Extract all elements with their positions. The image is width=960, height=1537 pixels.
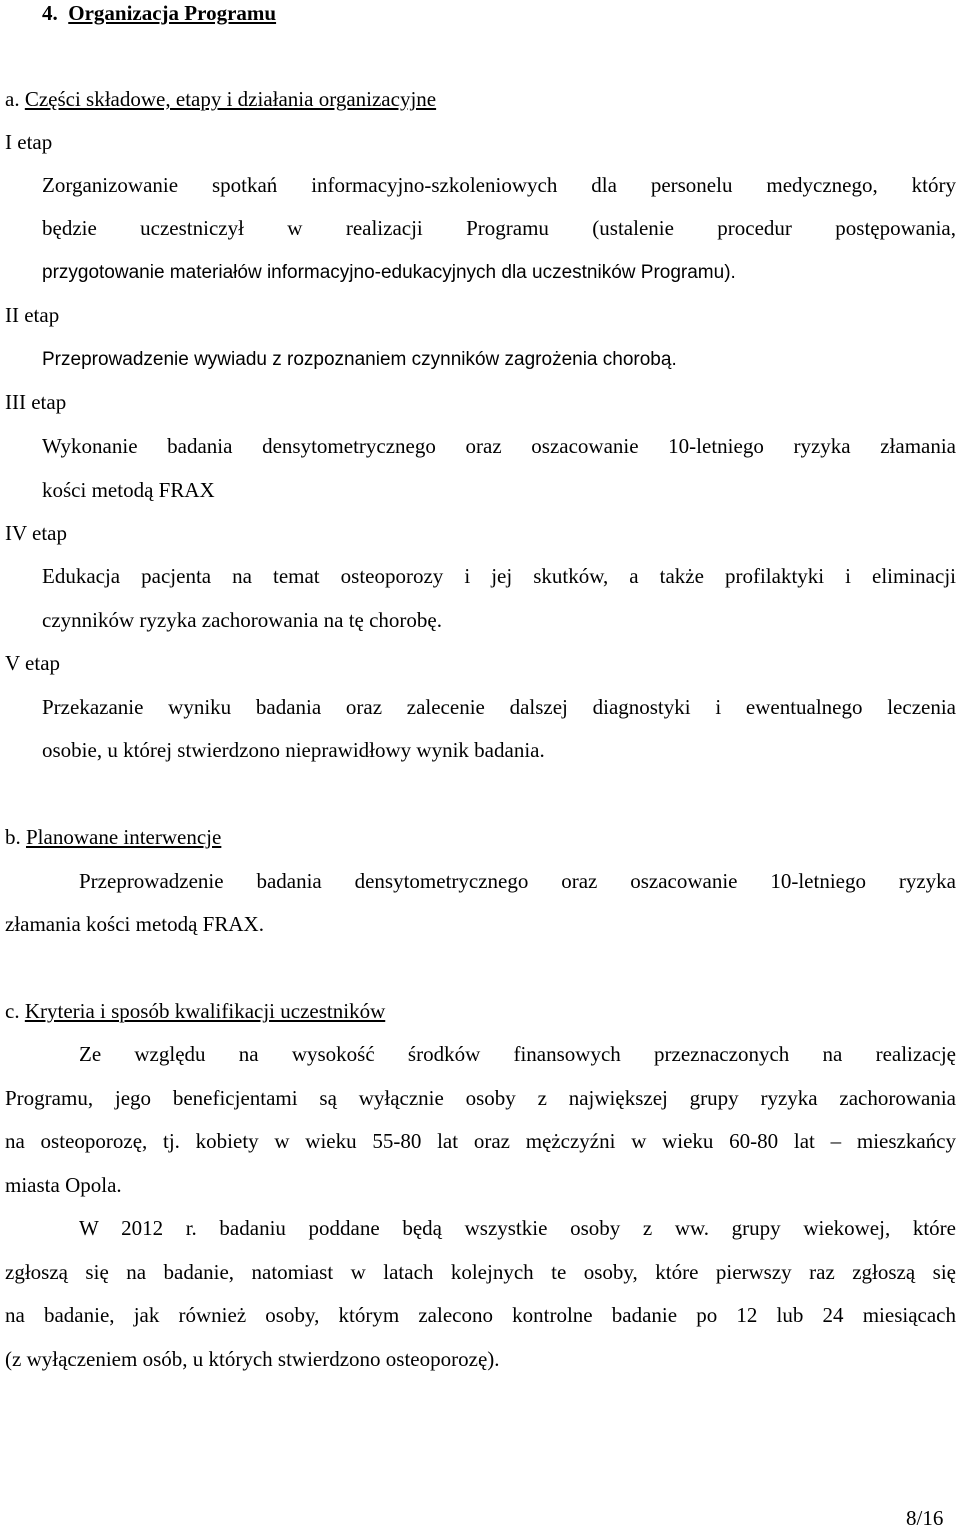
stage-2-line-1: Przeprowadzenie wywiadu z rozpoznaniem czynników zagrożenia chorobą. <box>42 349 677 370</box>
part-c-p2-line-3: na badanie, jak również osoby, którym zalecono kontrolne badanie po 12 lub 24 miesiącach <box>5 1303 956 1327</box>
stage-4-line-2: czynników ryzyka zachorowania na tę chorobę. <box>42 608 442 632</box>
part-b-letter: b. <box>5 825 21 849</box>
part-b-heading <box>5 824 221 850</box>
part-c-p2-line-2: zgłoszą się na badanie, natomiast w latach kolejnych te osoby, które pierwszy raz zgłoszą się <box>5 1260 956 1284</box>
stage-2-label: II etap <box>5 303 60 327</box>
page-number: 8/16 <box>906 1506 944 1530</box>
part-c-p2-line-4: (z wyłączeniem osób, u których stwierdzono osteoporozę). <box>5 1347 500 1371</box>
stage-5-line-2: osobie, u której stwierdzono nieprawidłowy wynik badania. <box>42 738 545 762</box>
stage-3-line-2: kości metodą FRAX <box>42 478 215 502</box>
part-c-letter: c. <box>5 999 20 1023</box>
part-c-title: Kryteria i sposób kwalifikacji uczestników <box>24 999 386 1023</box>
part-c-p1-line-2: Programu, jego beneficjentami są wyłącznie osoby z największej grupy ryzyka zachorowania <box>5 1086 956 1110</box>
part-c-p1-line-3: na osteoporozę, tj. kobiety w wieku 55-80 lat oraz mężczyźni w wieku 60-80 lat – mieszkańcy <box>5 1129 956 1153</box>
part-c-p1-line-1: Ze względu na wysokość środków finansowych przeznaczonych na realizację <box>79 1042 956 1066</box>
stage-1-line-2: będzie uczestniczył w realizacji Programu (ustalenie procedur postępowania, <box>42 216 956 240</box>
stage-3-label: III etap <box>5 390 67 414</box>
stage-5-line-1: Przekazanie wyniku badania oraz zalecenie dalszej diagnostyki i ewentualnego leczenia <box>42 695 956 719</box>
part-a-heading <box>5 86 436 112</box>
part-b-title: Planowane interwencje <box>26 825 222 849</box>
part-c-p1-line-4: miasta Opola. <box>5 1173 122 1197</box>
part-c-p2-line-1: W 2012 r. badaniu poddane będą wszystkie osoby z ww. grupy wiekowej, które <box>79 1216 956 1240</box>
stage-1-label: I etap <box>5 130 53 154</box>
stage-3-line-1: Wykonanie badania densytometrycznego oraz oszacowanie 10-letniego ryzyka złamania <box>42 434 956 458</box>
stage-1-line-1: Zorganizowanie spotkań informacyjno-szkoleniowych dla personelu medycznego, który <box>42 173 956 197</box>
part-a-letter: a. <box>5 87 20 111</box>
part-c-heading <box>5 998 385 1024</box>
part-b-line-2: złamania kości metodą FRAX. <box>5 912 264 936</box>
section-title: Organizacja Programu <box>68 1 277 25</box>
stage-5-label: V etap <box>5 651 61 675</box>
stage-4-label: IV etap <box>5 521 68 545</box>
section-number: 4. <box>42 1 58 25</box>
stage-1-line-3: przygotowanie materiałów informacyjno-edukacyjnych dla uczestników Programu). <box>42 262 736 283</box>
part-a-title: Części składowe, etapy i działania organizacyjne <box>24 87 437 111</box>
part-b-line-1: Przeprowadzenie badania densytometrycznego oraz oszacowanie 10-letniego ryzyka <box>79 869 956 893</box>
stage-4-line-1: Edukacja pacjenta na temat osteoporozy i jej skutków, a także profilaktyki i eliminacji <box>42 564 956 588</box>
section-heading <box>42 0 276 26</box>
